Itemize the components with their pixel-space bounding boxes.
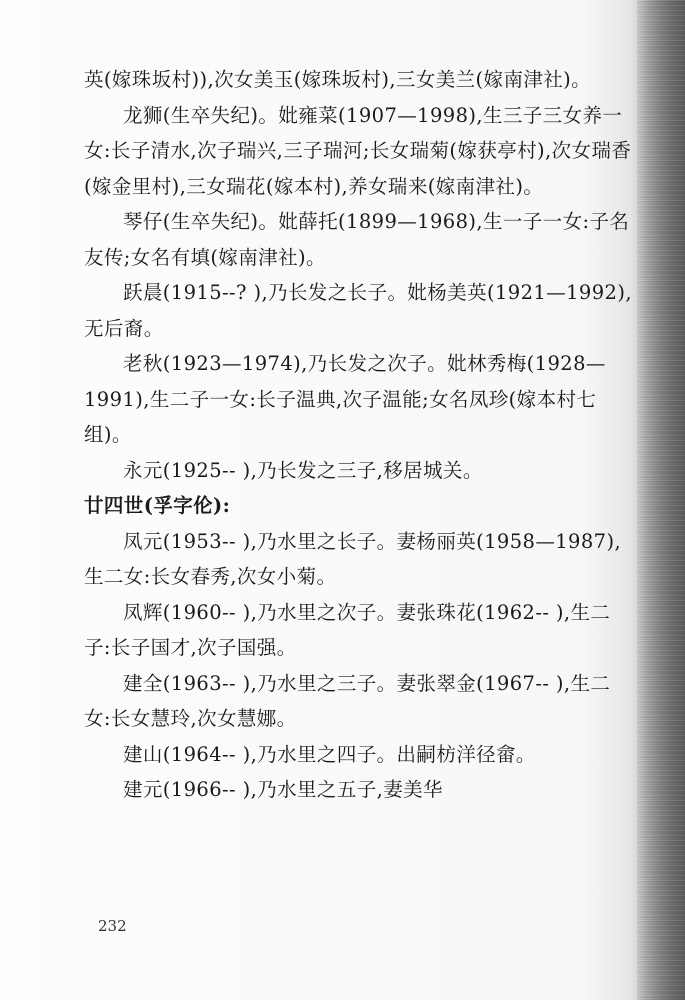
generation-heading: 廿四世(孚字伦): [84, 494, 231, 517]
page-number: 232 [98, 917, 127, 935]
body-text [84, 62, 634, 808]
paragraph: 琴仔(生卒失纪)。妣薛托(1899—1968),生一子一女:子名友传;女名有填(嫁南津社)。 [84, 210, 630, 269]
paragraph: 建全(1963-- ),乃水里之三子。妻张翠金(1967-- ),生二女:长女慧玲,次女慧娜。 [84, 671, 611, 730]
paragraph: 建山(1964-- ),乃水里之四子。出嗣枋洋径畲。 [123, 742, 536, 766]
paragraph: 跃晨(1915--? ),乃长发之长子。妣杨美英(1921—1992),无后裔。 [84, 281, 632, 340]
paragraph: 永元(1925-- ),乃长发之三子,移居城关。 [123, 458, 483, 482]
paragraph: 凤辉(1960-- ),乃水里之次子。妻张珠花(1962-- ),生二子:长子国才,次子国强。 [84, 600, 611, 659]
paragraph: 凤元(1953-- ),乃水里之长子。妻杨丽英(1958—1987),生二女:长女春秀,次女小菊。 [84, 529, 622, 588]
paragraph: 老秋(1923—1974),乃长发之次子。妣林秀梅(1928—1991),生二子一女:长子温典,次子温能;女名凤珍(嫁本村七组)。 [84, 352, 606, 446]
paragraph: 英(嫁珠坂村)),次女美玉(嫁珠坂村),三女美兰(嫁南津社)。 [84, 68, 592, 91]
paragraph: 建元(1966-- ),乃水里之五子,妻美华 [123, 778, 443, 801]
paragraph: 龙狮(生卒失纪)。妣雍菜(1907—1998),生三子三女养一女:长子清水,次子瑞兴,三子瑞河;长女瑞菊(嫁获亭村),次女瑞香(嫁金里村),三女瑞花(嫁本村),养女瑞来(嫁南津社)。 [84, 103, 632, 198]
page-edge-shadow [637, 0, 685, 1000]
